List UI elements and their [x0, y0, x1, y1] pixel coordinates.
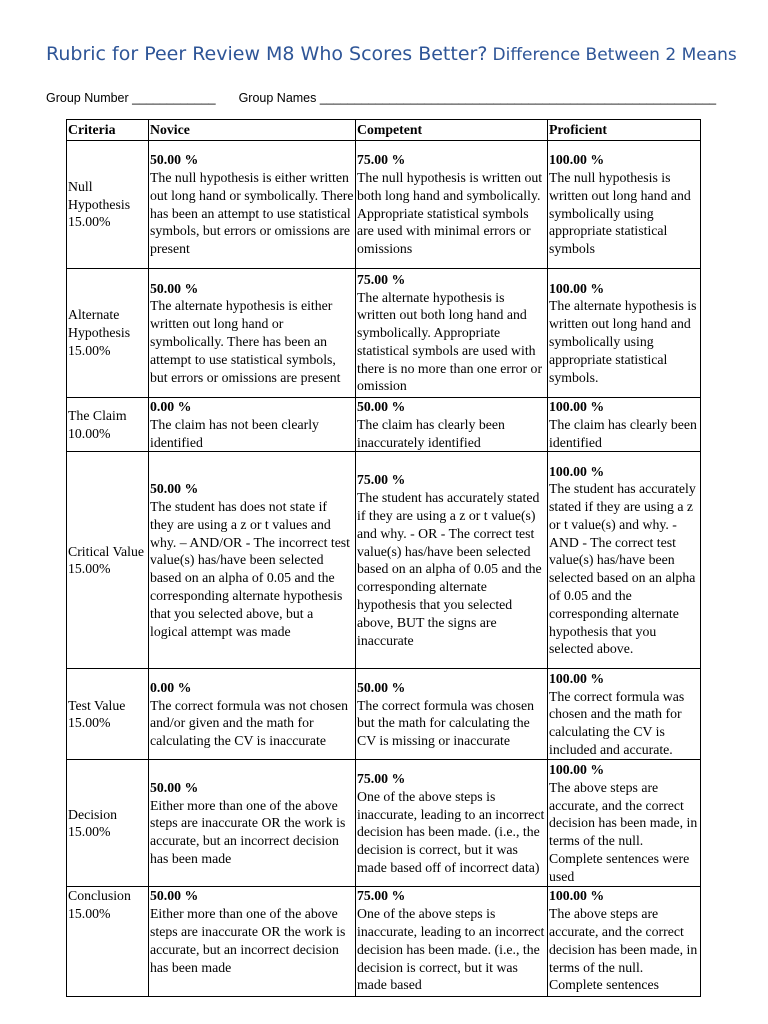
table-row — [67, 269, 701, 398]
rating-cell — [356, 760, 548, 887]
table-row — [67, 669, 701, 760]
rating-description: The null hypothesis is written out long hand and symbolically using appropriate statistical symbols — [549, 169, 691, 257]
rating-percent: 75.00 % — [357, 888, 406, 904]
table-row — [67, 760, 701, 887]
rating-description: The claim has clearly been identified — [549, 416, 697, 450]
rating-cell — [548, 452, 701, 669]
rating-cell — [149, 452, 356, 669]
rating-percent: 100.00 % — [549, 670, 605, 686]
rating-description: The claim has clearly been inaccurately identified — [357, 416, 505, 450]
rating-percent: 75.00 % — [357, 271, 406, 287]
criteria-cell: The Claim 10.00% — [67, 398, 149, 452]
table-row — [67, 398, 701, 452]
rating-description: The null hypothesis is either written out long hand or symbolically. There has been an attempt to use statistical symbols, but errors or omissions are present — [150, 169, 354, 257]
rating-description: The student has does not state if they are using a z or t values and why. – AND/OR - The incorrect test value(s) has/have been selected based on an alpha of 0.05 and the corresponding alternate hypothesis that you selected above, but a logical attempt was made — [150, 499, 351, 639]
rating-percent: 100.00 % — [549, 463, 605, 479]
rating-cell — [548, 141, 701, 269]
rating-cell — [548, 887, 701, 997]
rating-description: The above steps are accurate, and the correct decision has been made, in terms of the null. Complete sentences — [549, 906, 698, 993]
rating-description: The alternate hypothesis is written out long hand and symbolically using appropriate statistical symbols. — [549, 298, 697, 385]
rating-cell — [548, 269, 701, 398]
rating-percent: 50.00 % — [357, 679, 406, 695]
rating-description: The null hypothesis is written out both long hand and symbolically. Appropriate statistical symbols are used with minimal errors or omissions — [357, 169, 543, 257]
rating-percent: 50.00 % — [150, 779, 199, 795]
criteria-cell: Test Value 15.00% — [67, 669, 149, 760]
rating-cell — [356, 887, 548, 997]
criteria-cell: Alternate Hypothesis 15.00% — [67, 269, 149, 398]
rating-cell — [149, 760, 356, 887]
group-number-blank: ____________ — [132, 91, 216, 105]
rating-cell — [149, 669, 356, 760]
rating-cell — [356, 398, 548, 452]
table-row — [67, 452, 701, 669]
rating-percent: 50.00 % — [150, 280, 199, 296]
title-main: Rubric for Peer Review M8 Who Scores Better? — [46, 43, 488, 65]
rating-description: The alternate hypothesis is either written out long hand or symbolically. There has been an attempt to use statistical symbols, but errors or omissions are present — [150, 298, 341, 385]
criteria-cell: Decision 15.00% — [67, 760, 149, 887]
rating-description: The claim has not been clearly identified — [150, 416, 319, 450]
rating-percent: 0.00 % — [150, 679, 192, 695]
rating-cell — [356, 452, 548, 669]
rubric-table — [66, 119, 701, 997]
criteria-cell: Conclusion 15.00% — [67, 887, 149, 997]
rating-percent: 100.00 % — [549, 399, 605, 414]
group-names-blank: _________________________________________________________ — [319, 91, 717, 105]
group-info-line — [46, 91, 746, 105]
rating-percent: 100.00 % — [549, 152, 605, 168]
rating-cell — [356, 669, 548, 760]
rating-description: The student has accurately stated if they are using a z or t value(s) and why. - AND - The correct test value(s) has/have been selected based on an alpha of 0.05 and the corresponding alternate hypothesis that you selected above. — [549, 481, 696, 657]
rating-percent: 100.00 % — [549, 762, 605, 778]
rating-cell — [548, 398, 701, 452]
rating-cell — [548, 669, 701, 760]
rating-percent: 100.00 % — [549, 280, 605, 296]
criteria-cell: Null Hypothesis 15.00% — [67, 141, 149, 269]
rating-cell — [149, 269, 356, 398]
rating-percent: 50.00 % — [150, 152, 199, 168]
rating-percent: 100.00 % — [549, 888, 605, 904]
rating-percent: 50.00 % — [357, 399, 406, 414]
rating-description: The alternate hypothesis is written out both long hand and symbolically. Appropriate statistical symbols are used with there is no more than one error or omission — [357, 289, 543, 394]
rating-description: One of the above steps is inaccurate, leading to an incorrect decision has been made. (i.e., the decision is correct, but it was made based — [357, 906, 545, 993]
rating-description: The correct formula was chosen and the math for calculating the CV is included and accurate. — [549, 688, 685, 758]
header-row — [67, 120, 701, 141]
rating-cell — [356, 141, 548, 269]
rating-percent: 75.00 % — [357, 152, 406, 168]
criteria-cell: Critical Value 15.00% — [67, 452, 149, 669]
table-row — [67, 141, 701, 269]
table-row — [67, 887, 701, 997]
group-number-label: Group Number — [46, 91, 129, 105]
rating-cell — [149, 398, 356, 452]
rating-cell — [356, 269, 548, 398]
rating-description: The above steps are accurate, and the correct decision has been made, in terms of the null. Complete sentences were used — [549, 779, 698, 884]
rating-cell — [548, 760, 701, 887]
document-title — [46, 42, 746, 67]
rating-description: The correct formula was chosen but the math for calculating the CV is missing or inaccurate — [357, 697, 534, 749]
group-names-label: Group Names — [238, 91, 317, 105]
rating-cell — [149, 887, 356, 997]
rating-cell — [149, 141, 356, 269]
header-novice: Novice — [149, 120, 356, 141]
header-criteria: Criteria — [67, 120, 149, 141]
rating-description: The correct formula was not chosen and/or given and the math for calculating the CV is inaccurate — [150, 697, 349, 749]
rating-percent: 75.00 % — [357, 771, 406, 786]
title-subtitle: Difference Between 2 Means — [492, 45, 737, 65]
rating-description: One of the above steps is inaccurate, leading to an incorrect decision has been made. (i.e., the decision is correct, but it was made based off of incorrect data) — [357, 788, 545, 875]
rating-percent: 50.00 % — [150, 888, 199, 904]
rating-description: Either more than one of the above steps are inaccurate OR the work is accurate, but an incorrect decision has been made — [150, 906, 346, 975]
rating-description: The student has accurately stated if they are using a z or t value(s) and why. - OR - The correct test value(s) has/have been selected based on an alpha of 0.05 and the corresponding alternate hypothesis that you selected above, BUT the signs are inaccurate — [357, 490, 542, 648]
rating-percent: 0.00 % — [150, 399, 192, 414]
rating-description: Either more than one of the above steps are inaccurate OR the work is accurate, but an incorrect decision has been made — [150, 797, 346, 867]
header-proficient: Proficient — [548, 120, 701, 141]
rating-percent: 50.00 % — [150, 481, 199, 497]
header-competent: Competent — [356, 120, 548, 141]
rating-percent: 75.00 % — [357, 472, 406, 488]
